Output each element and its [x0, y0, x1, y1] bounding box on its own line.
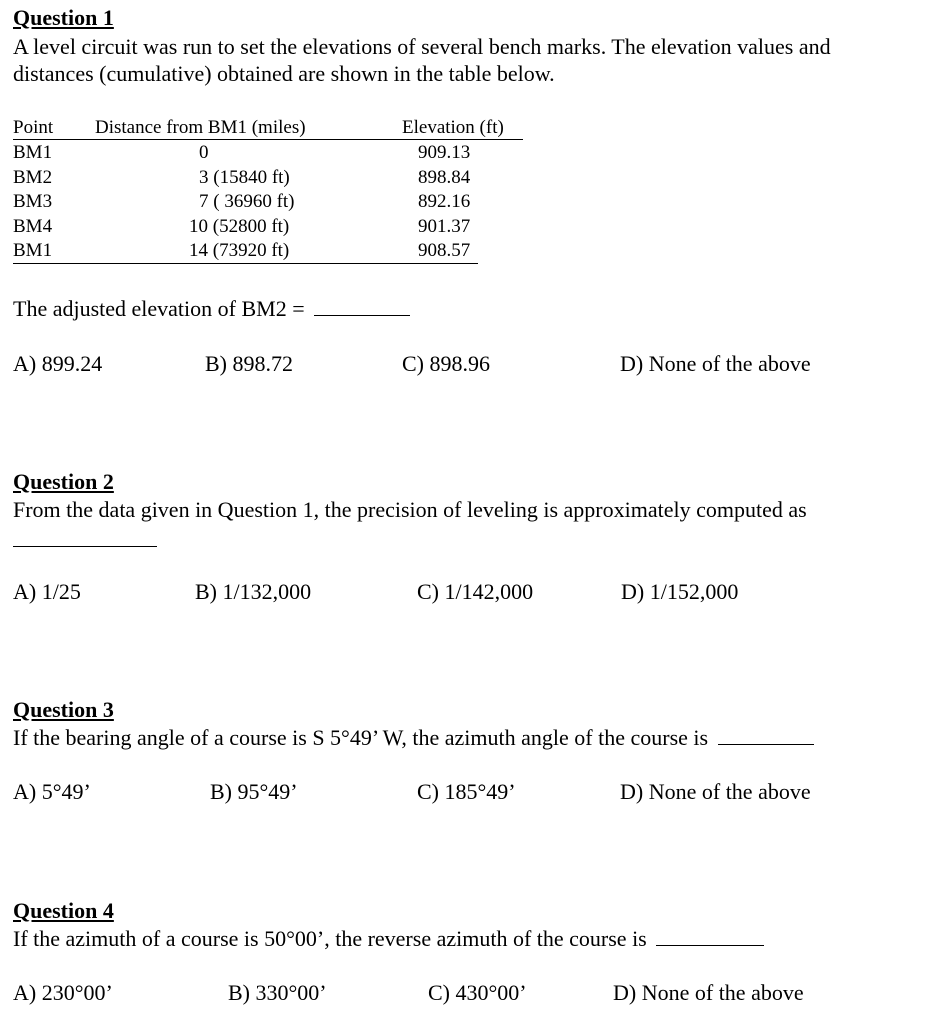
question-1-text-line-2: distances (cumulative) obtained are shown in the table below. [13, 61, 555, 86]
question-4-option-b[interactable]: B) 330°00’ [228, 980, 327, 1005]
question-2-option-d[interactable]: D) 1/152,000 [621, 579, 739, 604]
table-cell-elevation: 892.16 [418, 191, 471, 212]
table-cell-point: BM4 [13, 216, 53, 237]
question-3-text-line-1 [13, 724, 814, 751]
question-1-text-line-1: A level circuit was run to set the elevations of several bench marks. The elevation values and [13, 34, 831, 59]
question-4-option-c[interactable]: C) 430°00’ [428, 980, 527, 1005]
table-cell-distance: 0 [199, 142, 209, 163]
question-3-text: If the bearing angle of a course is S 5°49’ W, the azimuth angle of the course is [13, 725, 709, 750]
table-header-rule [13, 139, 523, 140]
answer-blank[interactable] [314, 297, 410, 316]
question-1-option-c[interactable]: C) 898.96 [402, 351, 490, 376]
question-2-title: Question 2 [13, 469, 114, 494]
table-header-elevation: Elevation (ft) [402, 117, 504, 138]
table-bottom-rule [13, 263, 478, 264]
table-cell-distance: 7 ( 36960 ft) [199, 191, 295, 212]
table-cell-point: BM2 [13, 167, 53, 188]
question-3-option-b[interactable]: B) 95°49’ [210, 779, 298, 804]
question-2-option-c[interactable]: C) 1/142,000 [417, 579, 534, 604]
table-cell-distance: 3 (15840 ft) [199, 167, 290, 188]
question-4-text-line-1 [13, 925, 764, 952]
question-3-option-c[interactable]: C) 185°49’ [417, 779, 516, 804]
answer-blank[interactable] [13, 546, 157, 547]
table-cell-point: BM1 [13, 142, 53, 163]
question-1-option-a[interactable]: A) 899.24 [13, 351, 103, 376]
table-cell-elevation: 898.84 [418, 167, 471, 188]
question-4-text: If the azimuth of a course is 50°00’, the reverse azimuth of the course is [13, 926, 647, 951]
question-2-option-b[interactable]: B) 1/132,000 [195, 579, 312, 604]
question-1-option-d[interactable]: D) None of the above [620, 351, 811, 376]
table-cell-distance: 10 (52800 ft) [189, 216, 290, 237]
question-3-option-d[interactable]: D) None of the above [620, 779, 811, 804]
table-cell-elevation: 908.57 [418, 240, 471, 261]
question-3-option-a[interactable]: A) 5°49’ [13, 779, 91, 804]
answer-blank[interactable] [718, 726, 814, 745]
question-3-title: Question 3 [13, 697, 114, 722]
table-header-point: Point [13, 117, 54, 138]
question-2-option-a[interactable]: A) 1/25 [13, 579, 81, 604]
table-cell-point: BM1 [13, 240, 53, 261]
question-2-text-line-1: From the data given in Question 1, the precision of leveling is approximately computed as [13, 497, 807, 522]
table-cell-point: BM3 [13, 191, 53, 212]
table-cell-elevation: 901.37 [418, 216, 471, 237]
answer-blank[interactable] [656, 927, 764, 946]
question-1-option-b[interactable]: B) 898.72 [205, 351, 293, 376]
question-4-title: Question 4 [13, 898, 114, 923]
question-1-prompt [13, 295, 410, 322]
table-cell-distance: 14 (73920 ft) [189, 240, 290, 261]
question-4-option-a[interactable]: A) 230°00’ [13, 980, 113, 1005]
table-cell-elevation: 909.13 [418, 142, 471, 163]
question-1-title: Question 1 [13, 5, 114, 30]
question-1-prompt-text: The adjusted elevation of BM2 = [13, 296, 305, 321]
table-header-distance: Distance from BM1 (miles) [95, 117, 306, 138]
question-4-option-d[interactable]: D) None of the above [613, 980, 804, 1005]
